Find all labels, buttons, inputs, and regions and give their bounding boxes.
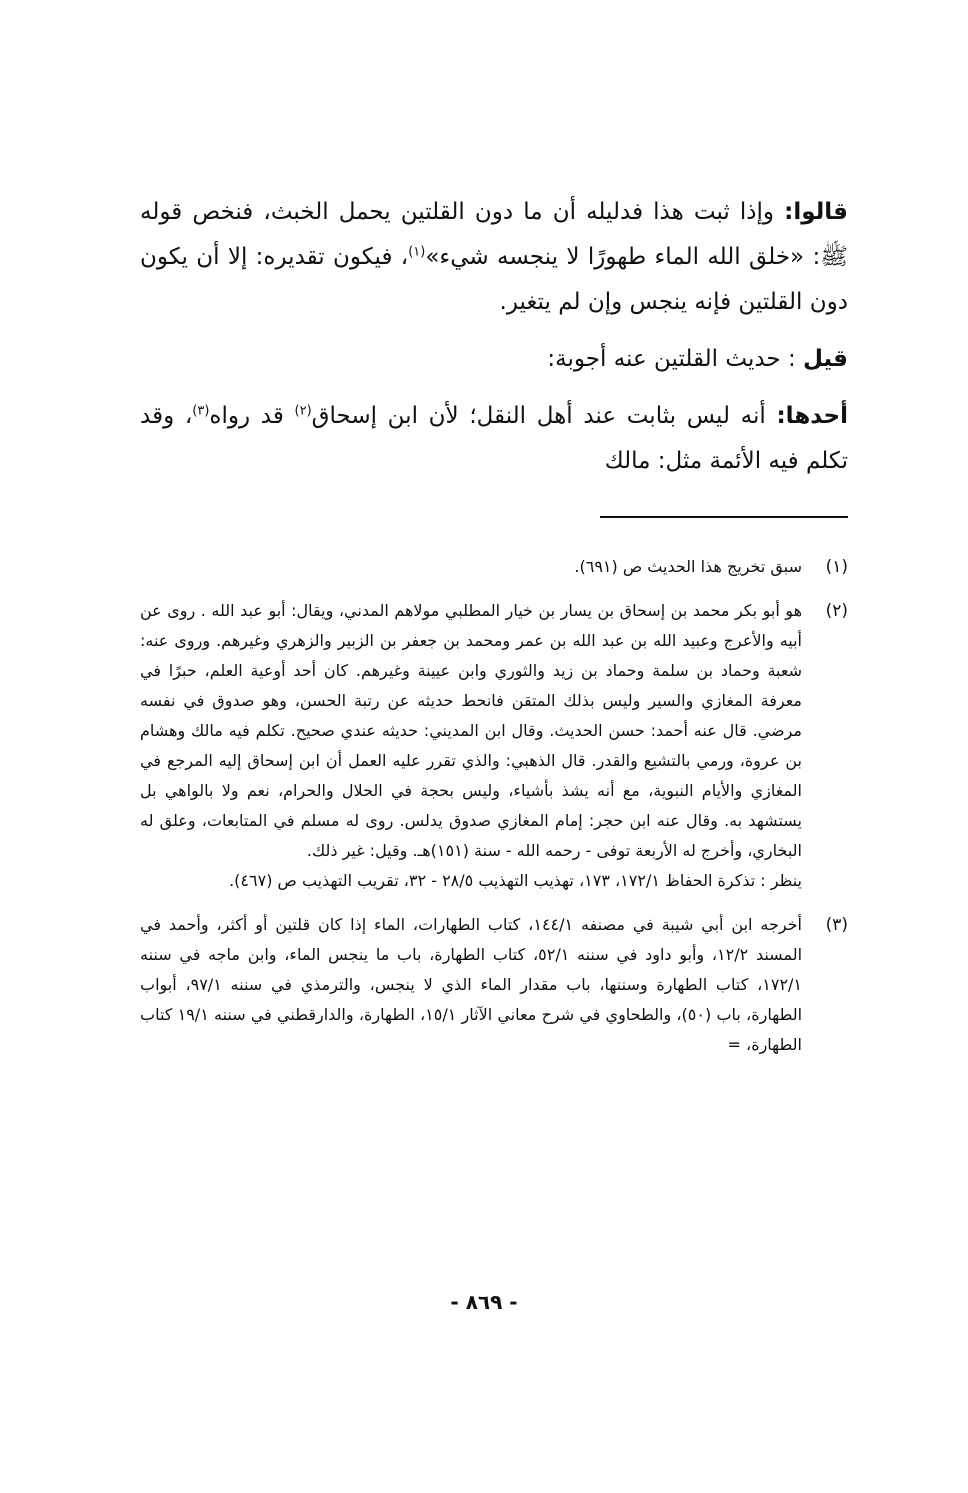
lead-word: أحدها: [776, 403, 849, 429]
footnote-text [140, 552, 802, 582]
footnote-ref[interactable]: (١) [408, 244, 426, 260]
paragraph-ahaduha [140, 394, 848, 484]
footnote-text [140, 910, 802, 1060]
paragraph-qila [140, 337, 848, 382]
footnote-3 [140, 910, 848, 1060]
footnote-line: سبق تخريج هذا الحديث ص (٦٩١). [574, 557, 802, 576]
footnote-ref[interactable]: (٣) [192, 403, 210, 419]
paragraph-text: قد رواه [209, 403, 295, 429]
footnote-number: (١) [825, 557, 848, 577]
paragraph-text: وإذا ثبت هذا فدليله أن ما دون القلتين يحمل الخبث، فنخص قوله ﷺ: «خلق الله الماء طهورًا لا ينجسه شيء» [140, 199, 848, 270]
paragraph-text: أنه ليس بثابت عند أهل النقل؛ لأن ابن إسحاق [311, 403, 777, 429]
footnotes [140, 552, 848, 1074]
footnote-text [140, 596, 802, 896]
page-number: - ٨٦٩ - [450, 1290, 518, 1314]
footnote-line: هو أبو بكر محمد بن إسحاق بن يسار بن خيار المطلبي مولاهم المدني، ويقال: أبو عبد الله . روى عن أبيه والأعرج وعبيد الله بن عبد الله بن عمر ومحمد بن جعفر بن الزبير والزهري وغيرهم. وروى عنه: شعبة وحماد بن سلمة وحماد بن زيد والثوري وابن عيينة وغيرهم. كان أحد أوعية العلم، حبرًا في معرفة المغازي والسير وليس بذلك المتقن فانحط حديثه عن رتبة الحسن، وهو صدوق في نفسه مرضي. قال عنه أحمد: حسن الحديث. وقال ابن المديني: حديثه عندي صحيح. تكلم فيه مالك وهشام بن عروة، ورمي بالتشيع والقدر. قال الذهبي: والذي تقرر عليه العمل أن ابن إسحاق إليه المرجع في المغازي والأيام النبوية، مع أنه يشذ بأشياء، وليس بحجة في الحلال والحرام، نعم ولا بالواهي بل يستشهد به. وقال عنه ابن حجر: إمام المغازي صدوق يدلس. روى له مسلم في المتابعات، وعلق له البخاري، وأخرج له الأربعة توفى - رحمه الله - سنة (١٥١)هـ. وقيل: غير ذلك. [140, 601, 802, 860]
footnote-ref[interactable]: (٢) [294, 403, 312, 419]
footnote-line: أخرجه ابن أبي شيبة في مصنفه ١٤٤/١، كتاب الطهارات، الماء إذا كان قلتين أو أكثر، وأحمد في المسند ١٢/٢، وأبو داود في سننه ٥٢/١، كتاب الطهارة، باب ما ينجس الماء، وابن ماجه في سننه ١٧٢/١، كتاب الطهارة وسننها، باب مقدار الماء الذي لا ينجس، والترمذي في سننه ٩٧/١، أبواب الطهارة، باب (٥٠)، والطحاوي في شرح معاني الآثار ١٥/١، الطهارة، والدارقطني في سننه ١٩/١ كتاب الطهارة، = [140, 915, 803, 1054]
main-text [140, 190, 848, 484]
paragraph-text: : حديث القلتين عنه أجوبة: [547, 346, 804, 372]
paragraph-qalu [140, 190, 848, 325]
footnote-1 [140, 552, 848, 582]
footnote-2 [140, 596, 848, 896]
footnote-number: (٢) [825, 601, 848, 621]
footnote-line: ينظر : تذكرة الحفاظ ١٧٢/١، ١٧٣، تهذيب التهذيب ٢٨/٥ - ٣٢، تقريب التهذيب ص (٤٦٧). [229, 871, 802, 890]
paragraph-text: ، فيكون تقديره: إلا أن يكون دون القلتين فإنه ينجس وإن لم يتغير. [140, 244, 848, 315]
paragraph-text: ، وقد تكلم فيه الأئمة مثل: مالك [140, 403, 848, 474]
footnote-separator [600, 516, 848, 518]
lead-word: قالوا: [784, 199, 848, 225]
footnote-number: (٣) [825, 915, 848, 935]
lead-word: قيل [803, 346, 848, 372]
